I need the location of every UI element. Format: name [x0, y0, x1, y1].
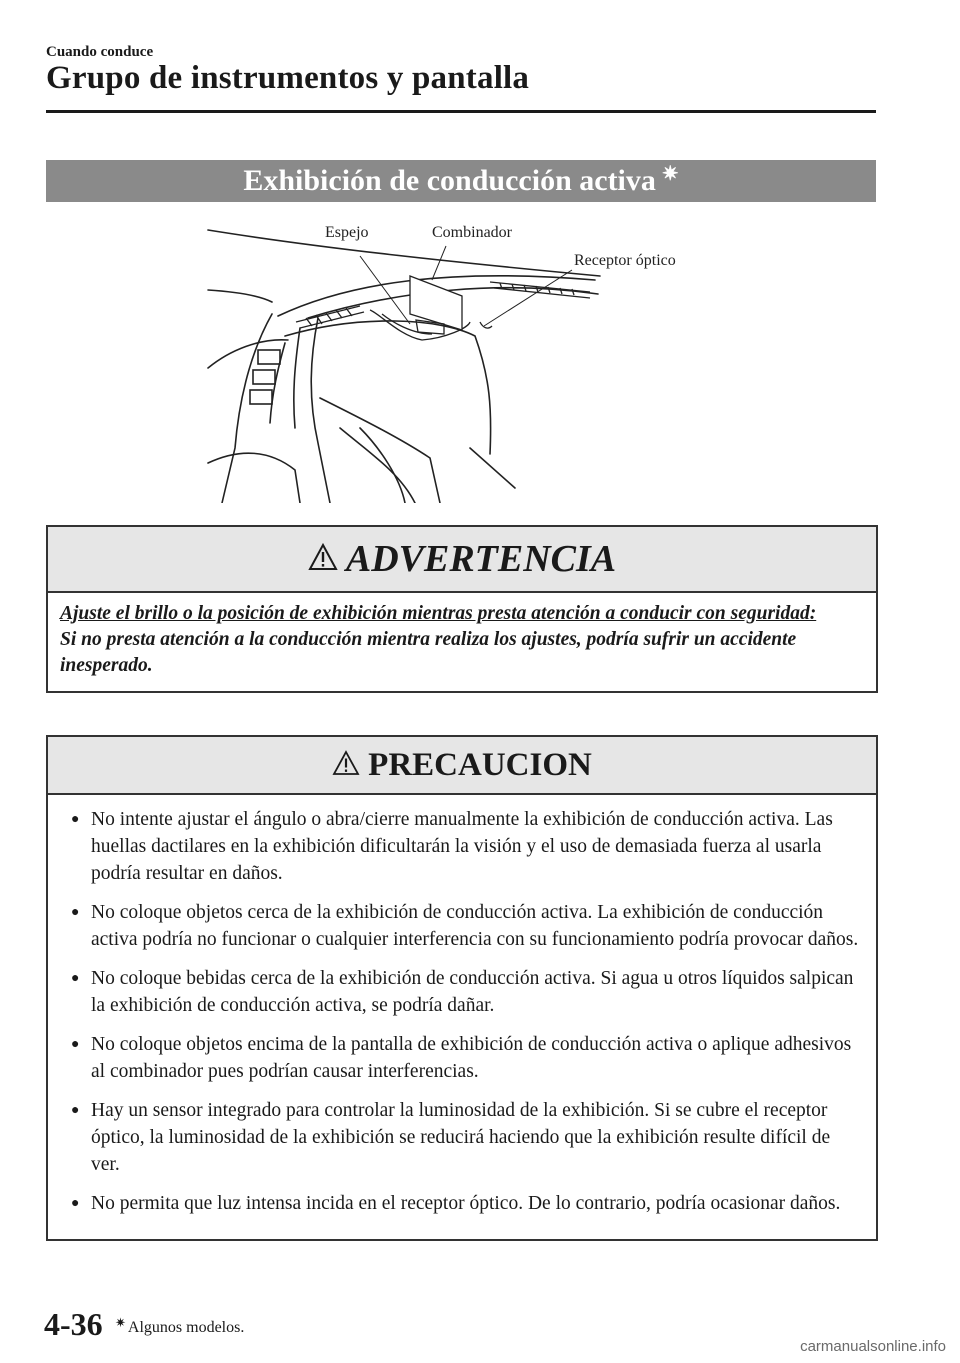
title-divider: [46, 110, 876, 113]
warning-lead: Ajuste el brillo o la posición de exhibición mientras presta atención a conducir con seguridad:: [60, 603, 817, 624]
caution-item-text: No permita que luz intensa incida en el receptor óptico. De lo contrario, podría ocasionar daños.: [91, 1193, 841, 1214]
caution-item-text: No coloque bebidas cerca de la exhibición de conducción activa. Si agua u otros líquidos salpican la exhibición de conducción activa, se podría dañar.: [91, 968, 854, 1016]
callout-optical-sensor: Receptor óptico: [574, 252, 676, 269]
caution-item: [64, 965, 860, 1019]
warning-text: [48, 593, 876, 691]
caution-item-text: No coloque objetos encima de la pantalla de exhibición de conducción activa o aplique adhesivos al combinador pues podrían causar interferencias.: [91, 1034, 852, 1082]
caution-item-text: Hay un sensor integrado para controlar la luminosidad de la exhibición. Si se cubre el receptor óptico, la luminosidad de la exhibición se reducirá haciendo que la exhibición resulte difícil de ver.: [91, 1100, 831, 1175]
caution-triangle-icon: [332, 750, 360, 781]
caution-header: [48, 737, 876, 795]
warning-box: [46, 525, 878, 693]
bullet-dot: ●: [71, 971, 80, 986]
callout-combiner: Combinador: [432, 224, 512, 241]
caution-item-text: No intente ajustar el ángulo o abra/cierre manualmente la exhibición de conducción activa. Las huellas dactilares en la exhibición dificultarán la visión y el uso de demasiada fuerza al usarla podría resultar en daños.: [91, 809, 833, 884]
warning-header: [48, 527, 876, 593]
some-models-marker: ✷: [661, 162, 679, 185]
footnote: [115, 1315, 245, 1337]
bullet-dot: ●: [71, 1196, 80, 1211]
caution-item: [64, 1031, 860, 1085]
footnote-text: Algunos modelos.: [127, 1319, 245, 1336]
bullet-dot: ●: [71, 1037, 80, 1052]
page-title: Grupo de instrumentos y pantalla: [46, 60, 530, 96]
caution-list: [48, 795, 876, 1239]
caution-item: [64, 899, 860, 953]
bullet-dot: ●: [71, 812, 80, 827]
warning-triangle-icon: [308, 543, 338, 576]
bullet-dot: ●: [71, 1103, 80, 1118]
warning-heading: ADVERTENCIA: [345, 538, 617, 580]
caution-item: [64, 1190, 860, 1217]
caution-item-text: No coloque objetos cerca de la exhibición de conducción activa. La exhibición de conducción activa podría no funcionar o cualquier interferencia con su funcionamiento podría provocar daños.: [91, 902, 859, 950]
caution-item: [64, 806, 860, 887]
caution-item: [64, 1097, 860, 1178]
watermark: carmanualsonline.info: [800, 1338, 946, 1355]
feature-banner: [46, 160, 876, 202]
warning-body: Si no presta atención a la conducción mientra realiza los ajustes, podría sufrir un accidente inesperado.: [60, 629, 797, 676]
feature-title: Exhibición de conducción activa: [243, 164, 656, 197]
page-number: 4-36: [44, 1306, 103, 1342]
section-kicker: Cuando conduce: [46, 44, 154, 60]
callout-mirror: Espejo: [325, 224, 369, 241]
caution-heading: PRECAUCION: [368, 746, 592, 783]
bullet-dot: ●: [71, 905, 80, 920]
footnote-marker: ✷: [115, 1315, 126, 1330]
dashboard-illustration: [200, 218, 720, 503]
caution-box: [46, 735, 878, 1241]
